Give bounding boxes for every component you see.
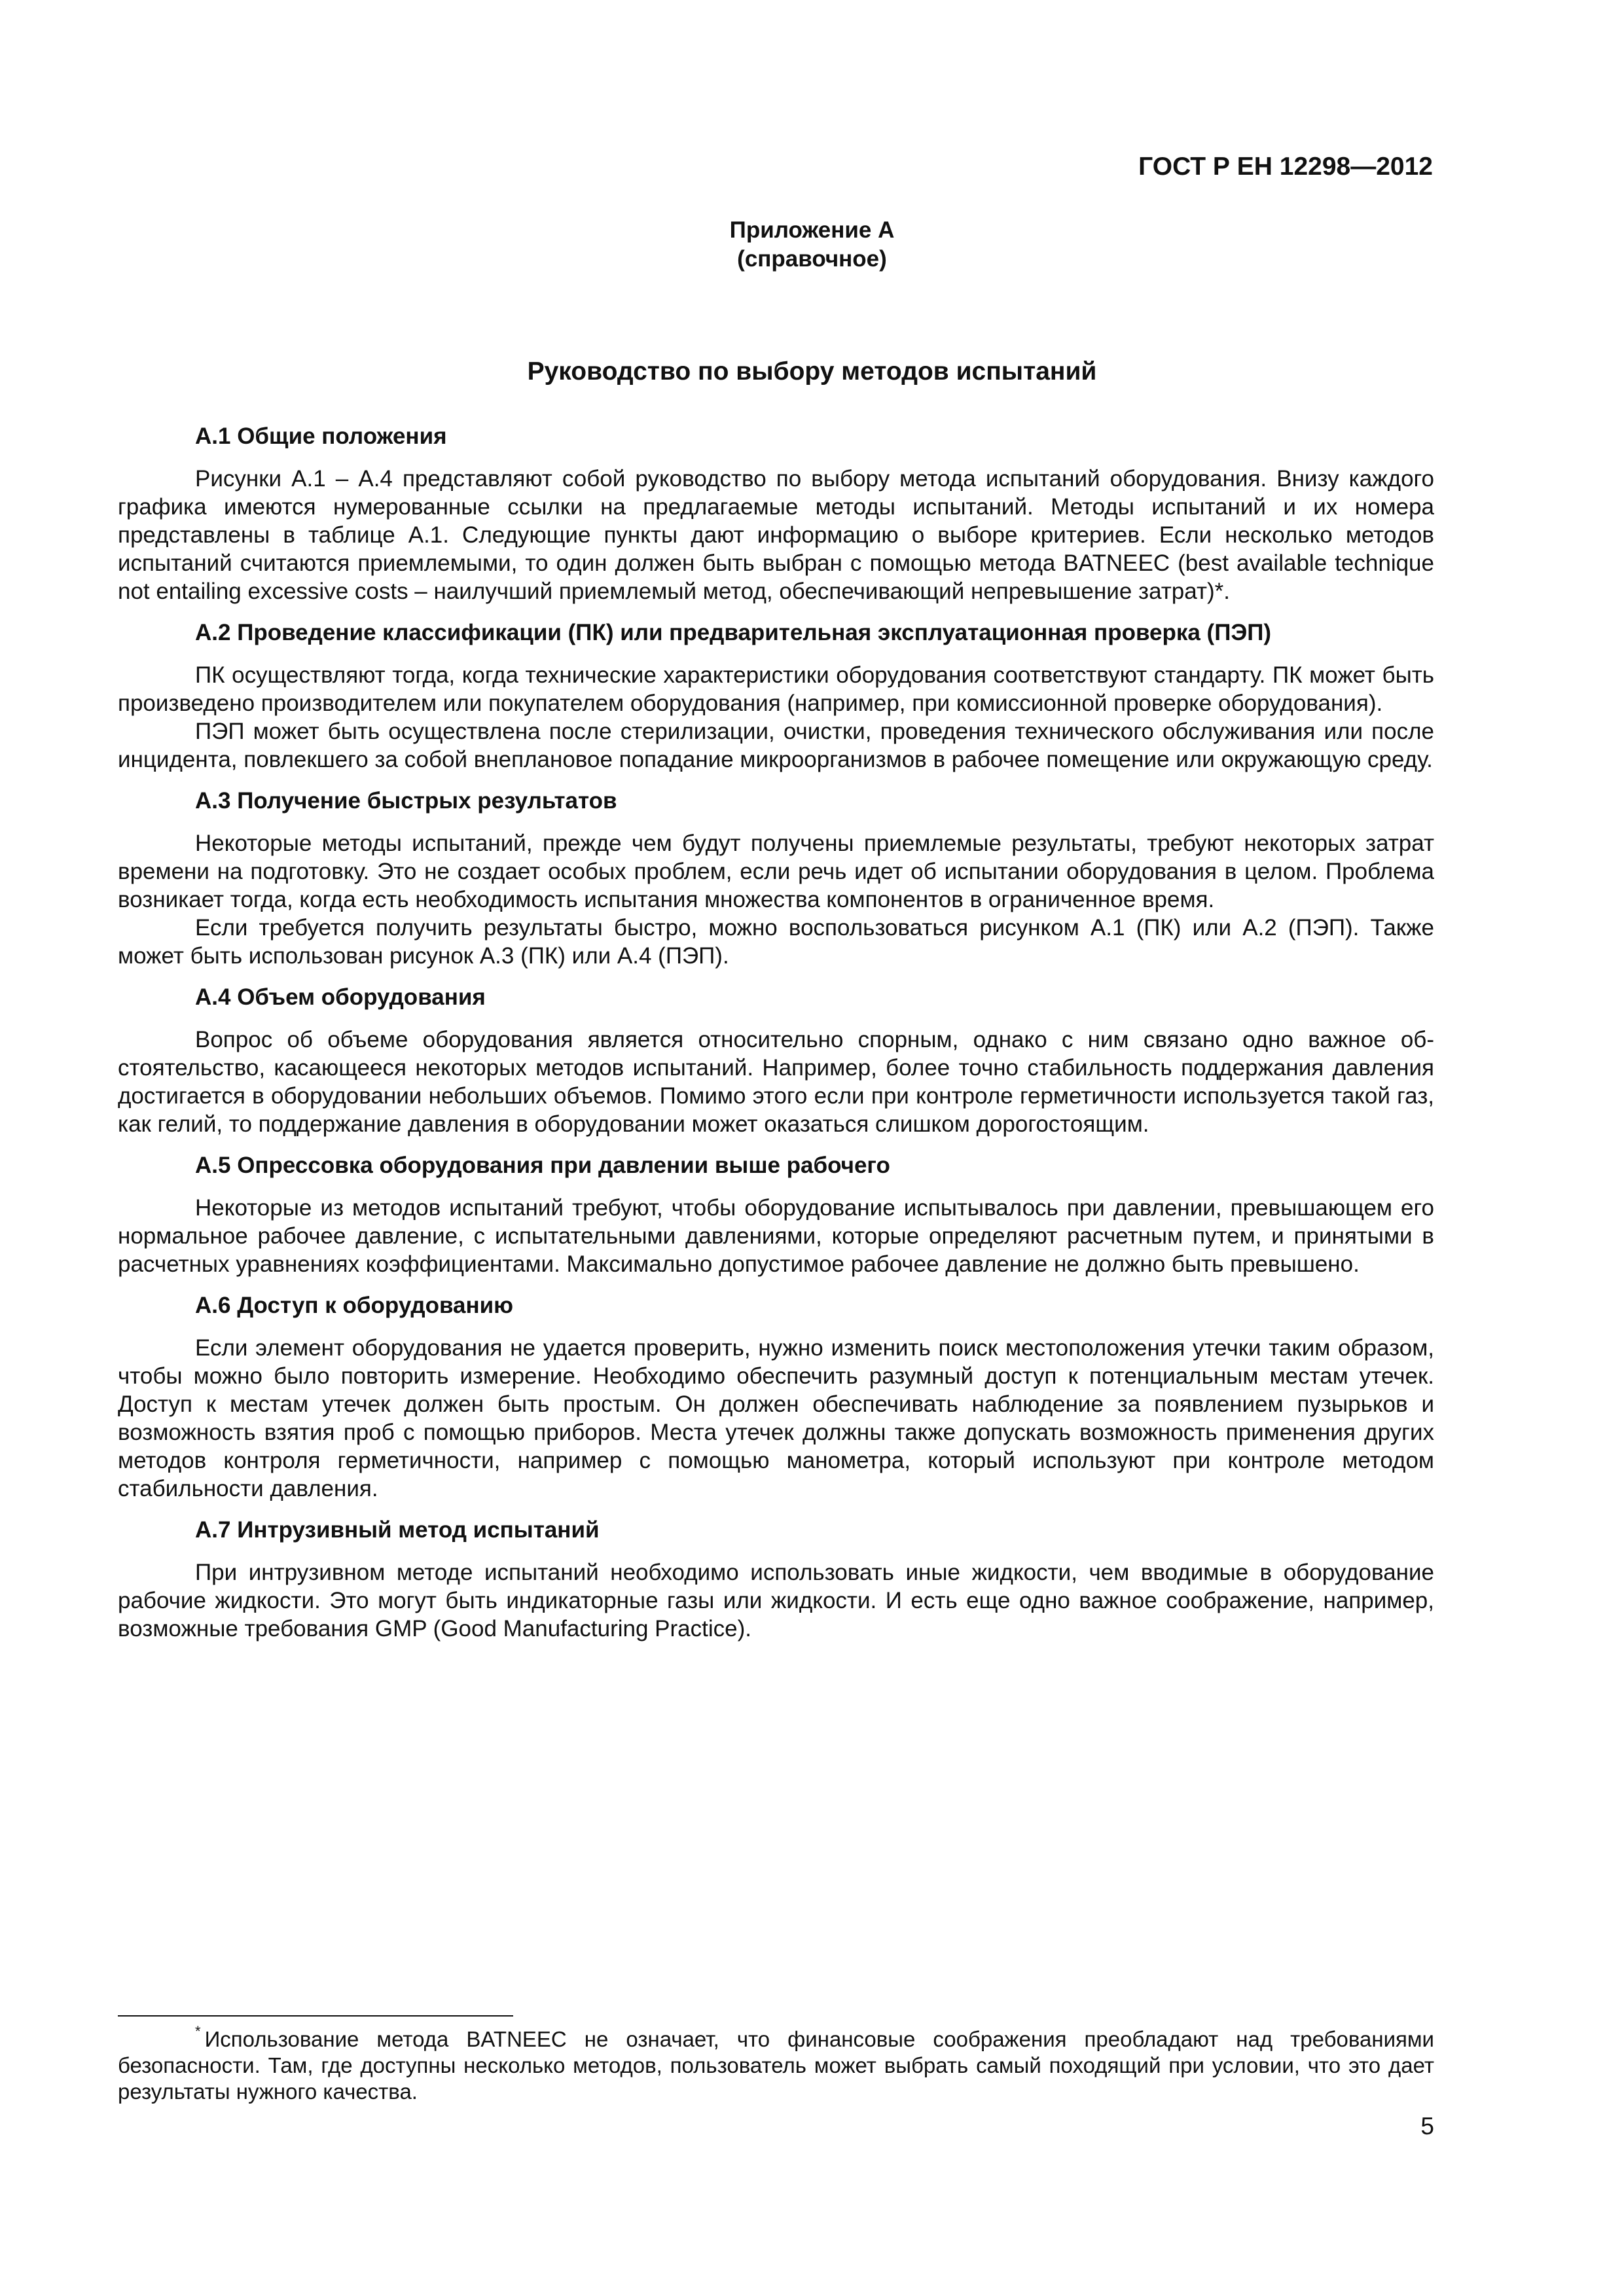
section-a1 [118, 422, 1434, 605]
section-heading: А.4 Объем оборудования [195, 984, 486, 1010]
paragraph: Некоторые из методов испытаний требуют, чтобы оборудование испытывалось при давлении, превышающем его нормальное рабочее давление, с испытательными давлениями, которые определяют расчетным путем, и принятыми в расчетных уравнениях коэффициентами. Максимально допустимое рабочее давление не должно быть превышено. [118, 1195, 1434, 1277]
section-a6 [118, 1291, 1434, 1503]
section-heading: А.3 Получение быстрых результатов [195, 788, 617, 814]
section-a2 [118, 619, 1434, 774]
section-a5 [118, 1151, 1434, 1278]
section-a7 [118, 1516, 1434, 1643]
footnote-divider [118, 2015, 513, 2017]
section-heading: А.7 Интрузивный метод испытаний [195, 1517, 600, 1543]
section-a3 [118, 787, 1434, 970]
paragraph: Рисунки А.1 – А.4 представляют собой руководство по выбору метода испытаний оборудования. Внизу каждого графика имеются нумерованные ссылки на предлагаемые методы испытаний. Методы испытаний и их номера представлены в таблице А.1. Следующие пункты дают информацию о выборе критериев. Если несколько методов испытаний считаются приемлемыми, то один должен быть выбран с помощью метода BATNEEC (best available technique not entailing excessive costs – наилучший приемлемый метод, обеспечивающий непревышение затрат)*. [118, 466, 1434, 604]
footnote-marker: * [195, 2023, 201, 2039]
section-heading: А.6 Доступ к оборудованию [195, 1293, 514, 1318]
section-a4 [118, 983, 1434, 1138]
paragraph: ПК осуществляют тогда, когда технические характеристики оборудования соответствуют стандарту. ПК может быть произведено производителем или покупателем оборудования (например, при комиссионной проверке оборудования). [118, 662, 1434, 716]
page-number: 5 [1420, 2113, 1434, 2140]
section-heading: А.5 Опрессовка оборудования при давлении выше рабочего [195, 1153, 890, 1178]
paragraph: Если элемент оборудования не удается проверить, нужно изменить поиск местоположения утечки таким образом, чтобы можно было повторить измерение. Необходимо обеспечить разумный доступ к потенциальным местам утечек. Доступ к местам утечек должен быть простым. Он должен обеспечивать наблюдение за появлением пузырьков и возможность взятия проб с помощью приборов. Места утечек должны также допускать возможность применения других методов контроля герметичности, например с помощью манометра, который используют при контроле методом стабильности давления. [118, 1335, 1434, 1501]
document-title: Руководство по выбору методов испытаний [527, 357, 1097, 386]
annex-heading [0, 216, 1624, 274]
footnote-text: Использование метода BATNEEC не означает, что финансовые соображения преобладают над требованиями безопасности. Там, где доступны несколько методов, пользователь может выбрать самый походящий при условии, что это дает результаты нужного качества. [118, 2027, 1434, 2104]
footnote [118, 2023, 1434, 2105]
annex-title: Приложение А [729, 217, 895, 243]
section-heading: А.2 Проведение классификации (ПК) или предварительная эксплуатационная проверка (ПЭП) [195, 620, 1272, 645]
paragraph: Если требуется получить результаты быстро, можно воспользоваться рисунком А.1 (ПК) или А.2 (ПЭП). Также может быть использован рисунок А.3 (ПК) или А.4 (ПЭП). [118, 915, 1434, 969]
section-heading: А.1 Общие положения [195, 423, 447, 449]
document-body [118, 422, 1434, 1656]
paragraph: ПЭП может быть осуществлена после стерилизации, очистки, проведения технического обслуживания или после инцидента, повлекшего за собой внеплановое попадание микроорганизмов в рабочее помещение или окружающую среду. [118, 719, 1434, 772]
standard-code: ГОСТ Р ЕН 12298—2012 [1138, 152, 1433, 181]
annex-status: (справочное) [737, 246, 887, 272]
paragraph: Вопрос об объеме оборудования является относительно спорным, однако с ним связано одно важное обстоятельство, касающееся некоторых методов испытаний. Например, более точно стабильность поддержания давления достигается в оборудовании небольших объемов. Помимо этого если при контроле герметичности используется такой газ, как гелий, то поддержание давления в оборудовании может оказаться слишком дорогостоящим. [118, 1027, 1434, 1137]
paragraph: Некоторые методы испытаний, прежде чем будут получены приемлемые результаты, требуют некоторых затрат времени на подготовку. Это не создает особых проблем, если речь идет об испытании оборудования в целом. Проблема возникает тогда, когда есть необходимость испытания множества компонентов в ограниченное время. [118, 831, 1434, 912]
paragraph: При интрузивном методе испытаний необходимо использовать иные жидкости, чем вводимые в оборудование рабочие жидкости. Это могут быть индикаторные газы или жидкости. И есть еще одно важное соображение, например, возможные требования GMP (Good Manufacturing Practice). [118, 1560, 1434, 1641]
